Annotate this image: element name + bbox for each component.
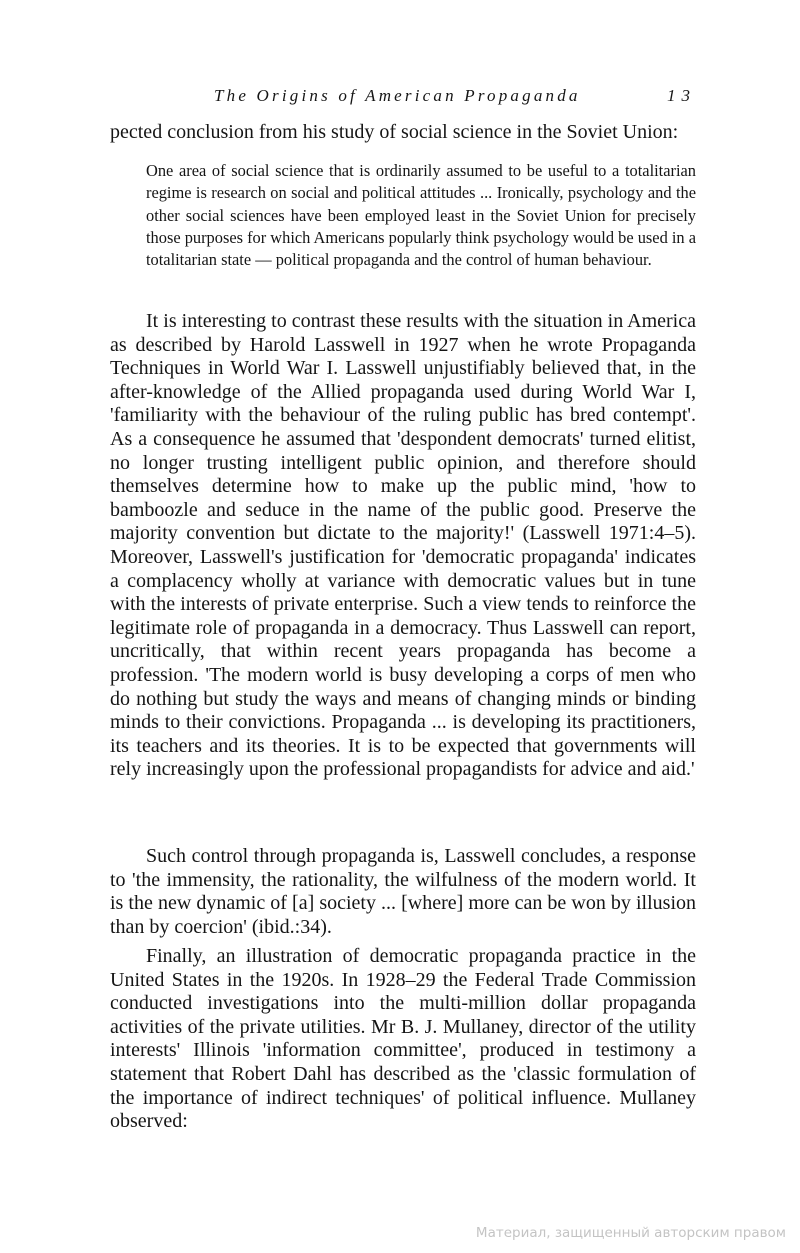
running-title: The Origins of American Propaganda — [214, 86, 581, 105]
copyright-watermark: Материал, защищенный авторским правом — [475, 1225, 786, 1241]
page-number: 13 — [667, 86, 696, 105]
paragraph-text: Finally, an illustration of democratic propaganda practice in the United States in the 1920s. In 1928–29 the Federal Trade Commission conducted investigations into the multi-million dollar propaganda activities of the private utilities. Mr B. J. Mullaney, director of the utility interests' Illinois 'information committee', produced in testimony a statement that Robert Dahl has described as the 'classic formulation of the importance of indirect techniques' of political influence. Mullaney observed: — [110, 945, 696, 1133]
continued-paragraph — [110, 121, 696, 145]
block-quote — [146, 160, 696, 271]
paragraph-lasswell — [110, 310, 696, 782]
quote-text: One area of social science that is ordinarily assumed to be useful to a totalitarian regime is research on social and political attitudes ... Ironically, psychology and the other social sciences have been employed least in the Soviet Union for precisely those purposes for which Americans popularly think psychology would be used in a totalitarian state — political propaganda and the control of human behaviour. — [146, 161, 696, 270]
paragraph-mullaney — [110, 945, 696, 1134]
paragraph-text: Such control through propaganda is, Lasswell concludes, a response to 'the immensity, the rationality, the wilfulness of the modern world. It is the new dynamic of [a] society ... [where] more can be won by illusion than by coercion' (ibid.:34). — [110, 845, 696, 938]
lead-text: pected conclusion from his study of social science in the Soviet Union: — [110, 121, 679, 143]
paragraph-control — [110, 845, 696, 939]
paragraph-text: It is interesting to contrast these results with the situation in America as described by Harold Lasswell in 1927 when he wrote Propaganda Techniques in World War I. Lasswell unjustifiably believed that, in the after-knowledge of the Allied propaganda used during World War I, 'familiarity with the behaviour of the ruling public has bred contempt'. As a consequence he assumed that 'despondent democrats' turned elitist, no longer trusting intelligent public opinion, and therefore should themselves determine how to make up the public mind, 'how to bamboozle and seduce in the name of the public good. Preserve the majority convention but dictate to the majority!' (Lasswell 1971:4–5). Moreover, Lasswell's justification for 'democratic propaganda' indicates a complacency wholly at variance with democratic values but in tune with the interests of private enterprise. Such a view tends to reinforce the legitimate role of propaganda in a democracy. Thus Lasswell can report, uncritically, that within recent years propaganda has become a profession. 'The modern world is busy developing a corps of men who do nothing but study the ways and means of changing minds or binding minds to their convictions. Propaganda ... is developing its practitioners, its teachers and its theories. It is to be expected that governments will rely increasingly upon the professional propagandists for advice and aid.' — [110, 310, 696, 781]
